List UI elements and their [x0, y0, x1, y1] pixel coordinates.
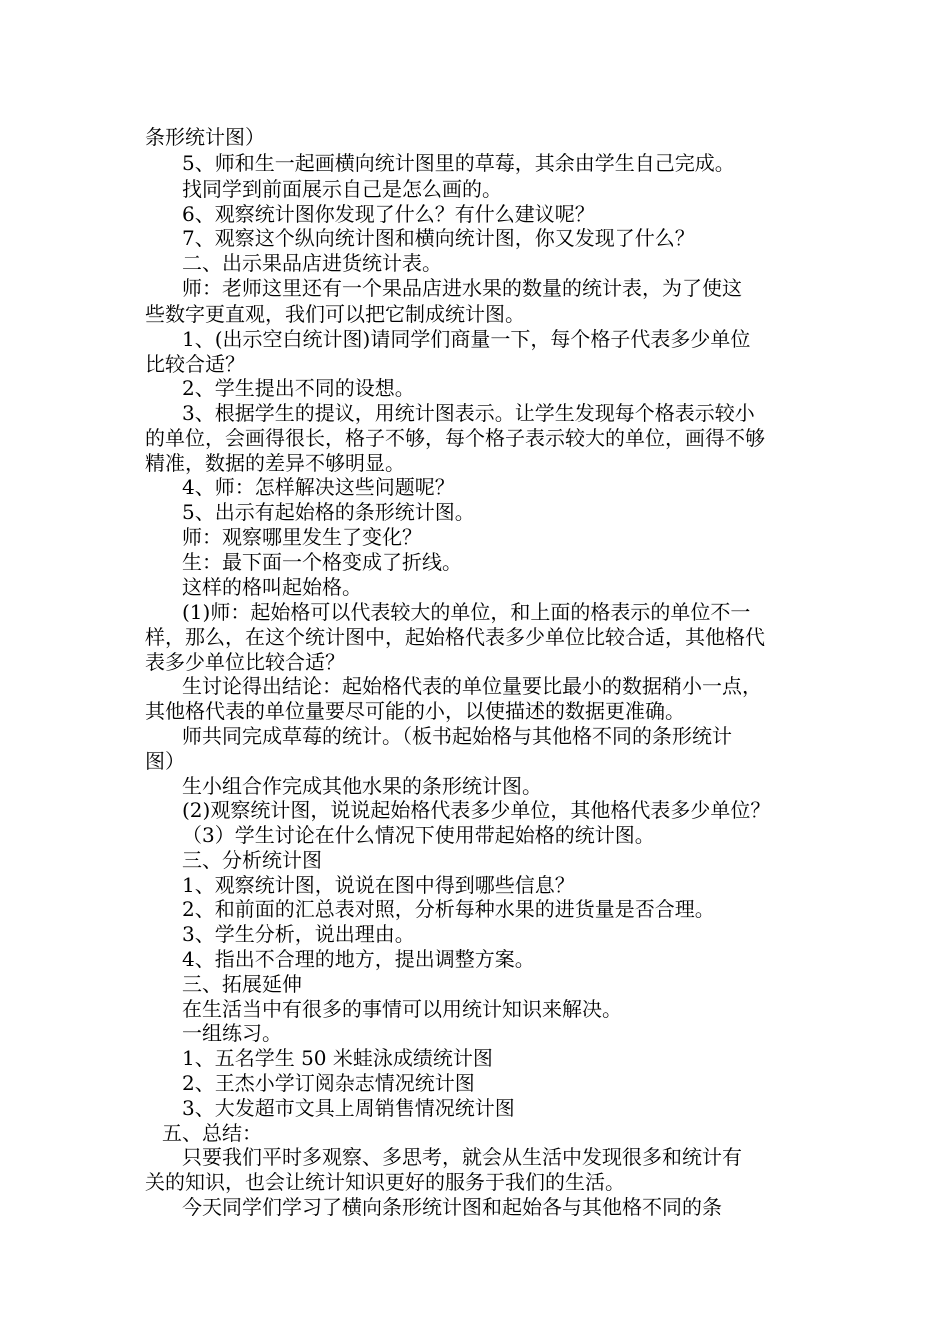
text-line: 1、五名学生 50 米蛙泳成绩统计图	[182, 1046, 493, 1070]
text-line: 比较合适？	[145, 352, 245, 376]
text-line: 图）	[145, 749, 185, 773]
text-line: 1、观察统计图，说说在图中得到哪些信息？	[182, 873, 575, 897]
text-line: 今天同学们学习了横向条形统计图和起始各与其他格不同的条	[182, 1195, 722, 1219]
text-line: 4、师：怎样解决这些问题呢？	[182, 475, 455, 499]
text-line: 3、大发超市文具上周销售情况统计图	[182, 1096, 515, 1120]
text-line: 2、王杰小学订阅杂志情况统计图	[182, 1071, 475, 1095]
text-line: 2、学生提出不同的设想。	[182, 376, 415, 400]
text-line: 只要我们平时多观察、多思考，就会从生活中发现很多和统计有	[182, 1145, 742, 1169]
text-line: 条形统计图）	[145, 125, 265, 149]
text-line: 一组练习。	[182, 1021, 282, 1045]
text-line: 这样的格叫起始格。	[182, 575, 362, 599]
text-line: 精准，数据的差异不够明显。	[145, 451, 405, 475]
text-line: 表多少单位比较合适？	[145, 650, 345, 674]
text-line: 2、和前面的汇总表对照，分析每种水果的进货量是否合理。	[182, 897, 715, 921]
text-line: 生：最下面一个格变成了折线。	[182, 550, 462, 574]
text-line: (2)观察统计图，说说起始格代表多少单位，其他格代表多少单位？	[182, 798, 771, 822]
text-line: 师共同完成草莓的统计。（板书起始格与其他格不同的条形统计	[182, 724, 732, 748]
section-heading: 三、分析统计图	[182, 848, 322, 872]
text-line: 7、观察这个纵向统计图和横向统计图，你又发现了什么？	[182, 226, 695, 250]
text-line: 4、指出不合理的地方，提出调整方案。	[182, 947, 535, 971]
text-line: 1、(出示空白统计图)请同学们商量一下，每个格子代表多少单位	[182, 327, 751, 351]
text-line: 6、观察统计图你发现了什么？有什么建议呢？	[182, 202, 595, 226]
text-line: 的单位，会画得很长，格子不够，每个格子表示较大的单位，画得不够	[145, 426, 765, 450]
text-line: 关的知识，也会让统计知识更好的服务于我们的生活。	[145, 1170, 625, 1194]
text-line: 3、根据学生的提议，用统计图表示。让学生发现每个格表示较小	[182, 401, 755, 425]
text-line: 其他格代表的单位量要尽可能的小，以使描述的数据更准确。	[145, 699, 685, 723]
text-line: 些数字更直观，我们可以把它制成统计图。	[145, 302, 525, 326]
text-line: 3、学生分析，说出理由。	[182, 922, 415, 946]
text-line: 5、师和生一起画横向统计图里的草莓，其余由学生自己完成。	[182, 151, 735, 175]
text-line: (1)师：起始格可以代表较大的单位，和上面的格表示的单位不一	[182, 600, 751, 624]
text-line: 生讨论得出结论：起始格代表的单位量要比最小的数据稍小一点，	[182, 674, 762, 698]
section-heading: 二、出示果品店进货统计表。	[182, 251, 442, 275]
text-line: 在生活当中有很多的事情可以用统计知识来解决。	[182, 997, 622, 1021]
text-line: 生小组合作完成其他水果的条形统计图。	[182, 774, 542, 798]
text-line: 样，那么，在这个统计图中，起始格代表多少单位比较合适，其他格代	[145, 625, 765, 649]
section-heading: 三、拓展延伸	[182, 972, 302, 996]
text-line: 师：观察哪里发生了变化？	[182, 525, 422, 549]
text-line: （3）学生讨论在什么情况下使用带起始格的统计图。	[182, 823, 655, 847]
text-line: 5、出示有起始格的条形统计图。	[182, 500, 475, 524]
text-line: 找同学到前面展示自己是怎么画的。	[182, 177, 502, 201]
text-line: 师：老师这里还有一个果品店进水果的数量的统计表，为了使这	[182, 276, 742, 300]
section-heading: 五、总结：	[162, 1121, 262, 1145]
